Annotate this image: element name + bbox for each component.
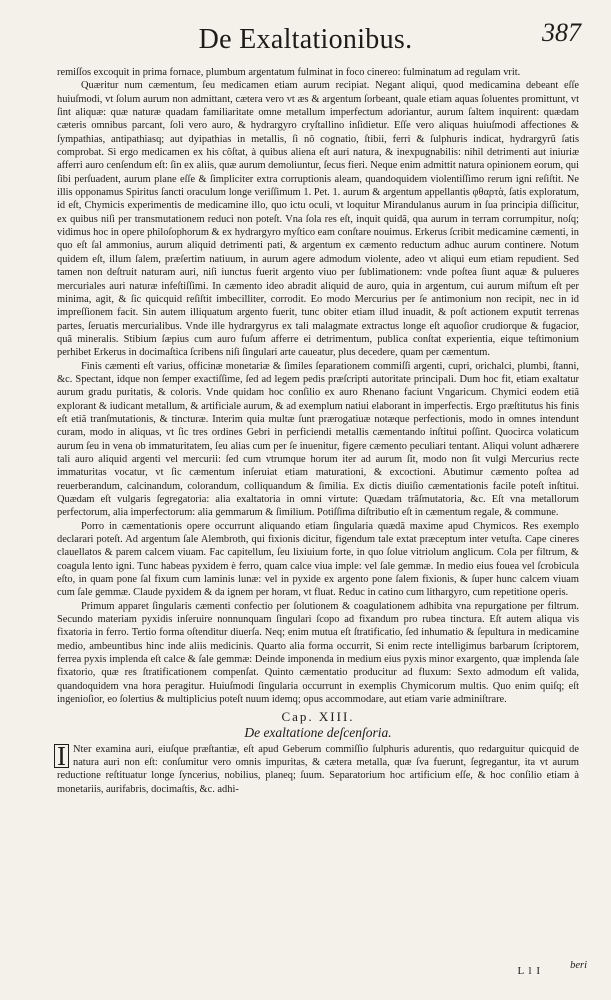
paragraph-final <box>57 740 579 796</box>
catchword: beri <box>570 960 587 971</box>
paragraph: Quæritur num cæmentum, ſeu medicamen etiam aurum recipiat. Negant aliqui, quod medicamina debeant eſſe huiuſmodi, vt ſolum aurum non admittant, cætera vero vt æs & argentum ſorbeant, quale etiam aquas ſoluentes promittunt, vt ſint aliquæ: quæ naturæ quadam familiaritate omne metallum imperfectum adoriantur, aurum ſaltem inquirent: quædam cæteris omnibus parcant, ſoli vero auro, & hydrargyro cryſtallino inſidietur. Eſſe vero aliquas huiuſmodi affectiones & ſympathias, antipathiasq; aut dyipathias in metallis, ſi nõ cognatio, ſtibii, ferri & ſulphuris indicat, hydrargyrũ ſatis comprobat. Si ergo medicamen ex his cõſtat, à quibus aliena eſt auri natura, & inexpugnabilis: nihil detrimenti aut iniuriæ afferri auro cenſendum eſt: ſin ex aliis, quæ aurum demoliuntur, ſecus fieri. Neque enim admittit natura opinionem eorum, qui ſibi perſuadent, aurum plane eſſe & ſimpliciter extra corruptionis aleam, quandoquidem violentiſſimo rerum igni reſiſtit. Ne illis opponamus Spiritus ſancti oraculum longe veriſſimum 1. Pet. 1. aurum & argentum appellantis φθαρτὰ, ſatis exploratum, id eſt, Chymicis experimentis de medicamine illo, quo ictu oculi, vt loquitur Mirandulanus aurum in ſua principia diſſicitur, ex quibus niſi per transmutationem reduci non poteſt. Vna ſola res eſt, inquit quidã, qua aurum in terram corrumpitur, noſq; vidimus hoc in opere philoſophorum & ex hydrargyro myſtico eam conſtare nouimus. Erkerus ſcribit medicamine cæmenti, in quo eſt ſal ammonius, aurum aliquid detrimenti pati, & argentum ex cæmento reductum adhuc aurum continere. Notum quidem eſt, illum ſalem, præſertim natiuum, in aurum agere admodum violente, adeo vt aliqui eum etiam repudient. Sed tamen non deſtruit naturam auri, niſi iunctus fuerit argento viuo per ſublimationem: vnde poſtea ſiunt aquæ & pulueres mercuriales auri naturæ infeſtiſſimi. In cæmento ideo abradit aliquid de auro, quia in argentum, cui aurum miſtum eſt per minima, agit, & ſic quicquid reſiſtit imbecilliter, corrodit. Eo modo Mercurius per ſe antimonium non recipit, nec in id impreſſionem facit. Sin autem illiquatum argento fuerit, tunc obiter etiam illud inuadit, & poſt actionem exputit terrenas partes, ſeruatis mercurialibus. Vnde ille hydrargyrus ex tali malagmate extractus longe eſt aquoſior crudiorque & fugacior, quã mineralis. Stibium ſæpius cum auro fuſum afferre ei detrimentum, publica conſtat experientia, eique teſtimonium perhibet Erkerus in docimaſtica ſcribens niſi ſingulari arte caueatur, plus decedere, quam per cæmentum. <box>57 80 579 359</box>
paragraph: Porro in cæmentationis opere occurrunt aliquando etiam ſingularia quædã maxime apud Chymicos. Res exemplo declarari poteſt. Ad argentum ſale Alembroth, qui fixionis dicitur, figendum tale extat præceptum inter vetuſta. Cape cineres clauellatos & parem calcem viuam. Fac capitellum, ſeu lixiuium forte, in quo ſolue vitriolum anglicum. Cola per filtrum, & coagula lento igni. Tunc habeas pyxidem è ferro, quam calce viua imple: vel ſale gemmæ. In medio eius fouea vel ſcrobicula eſto, in quam pone ſal fixum cum laminis lunæ: vel in pyxide ex argento pone ſalem fixionis, & ſuper hunc calcem viuam cum ſale gemmæ. Claude pyxidem & da ignem per horam, vt fluat. Reduc in catino cum lithargyro, cum repetitione operis. <box>57 520 579 599</box>
signature-mark: L l I <box>517 965 541 977</box>
paragraph: Finis cæmenti eſt varius, officinæ monetariæ & ſimiles ſeparationem commiſſi argenti, cupri, orichalci, plumbi, ſtanni, &c. Spectant, idque non ſemper exactiſſime, ſed ad legem pedis præſcripti autoritate principali. Dum hoc fit, etiam exaltatur aurum gradu puritatis, & coloris. Vnde quidam hoc conſilio ex auro Rhenano faciunt Vngaricum. Chymici eodem etiã explorant & iudicant metallum, & artificiale aurum, & ad exemplum natiui elaborant in imperfectis. Ergo præſtitutus his finis eſt etiã tranſmutationis, & tincturæ. Interim quia multæ ſunt prærogatiuæ notæque perfectionis, modo in omnes intendunt curam, modo in aliquas, vt ſic tres ordines Gebri in perficiendi metallis cæmentando inſtitui poſſint. Quocirca volaticum aurum ſeu in vena ob immaturitatem, ſeu alias cum per ſe inuenitur, figere cæmento peculiari tentant. Aliqui volunt adhærere tali auro aliquid argenti vel mercurii: ſed cum vtrumque horum iter ad aurum ſit, modo non ſit vulgi Mercurius recte immaturitas vocatur, vt ſic cæmentum inſeruiat etiam maturationi, & excoctioni. Abutimur cæmento poſtea ad reuerberandum, calcinandum, colorandum, colliquandum & ſimilia. Ex dictis diuiſio cæmentationis facile poteſt inſtitui. Quædam eſt vulgaris ſegregatoria: alia exaltatoria in omni virtute: Quædam trãſmutatoria, &c. Eſt vna metallorum perfectorum, alia imperfectorum: alia gemmarum & ſimilium. Potiſſima diſtributio eſt in cæmentum regale, & commune. <box>57 360 579 519</box>
dropcap-initial: I <box>54 744 69 768</box>
page-number: 387 <box>542 18 581 47</box>
paragraph: Primum apparet ſingularis cæmenti confectio per ſolutionem & coagulationem adhibita vna repurgatione per filtrum. Secundo materiam pyxidis inſeruire nonnunquam ſingulari ſcopo ad fixandum pro rubea tinctura. Eſt autem aliqua vis fixatoria in ferro. Tertio forma oſtenditur diuerſa. Neq; enim mutua eſt ſtratificatio, ſed inhumatio & ſepultura in medicamine medio, ambeuntibus hinc inde aliis medicinis. Quarto alia forma occurrit, Si enim recte intelligimus barbarum ſcriptorem, ferrea pyxis implenda eſt calce & ſale gemmæ: Deinde imponenda in medium eius pyxis minor exargento, quæ implenda ſale fixatorio, quæ res ſtratificationem compenſat. Quinto cæmentatio producitur ad fluxum: Sexto admodum eſt valida, quandoquidem vna hora peragitur. Huiuſmodi ſingularia occurrunt in exemplis Chymicorum multis. Quo enim quiſq; eſt ingenioſior, eo ſolertius & multiplicius poteſt nuum idemq; opus accommodare, aut etiam varie adminiſtrare. <box>57 600 579 706</box>
paragraph-text: Nter examina auri, eiuſque præſtantiæ, eſt apud Geberum commiſſio ſulphuris adurentis, quo redarguitur quicquid de natura auri non eſt: conſumitur vero omnis impuritas, & cætera metalla, quæ ſva fuerunt, ſegregantur, ita vt aurum reductione reſtituatur longe ſyncerius, nobilius, planeq; ſuum. Separatorium hoc artificium eſſe, & hoc conſilio etiam à monetariis, aurifabris, docimaſtis, &c. adhi- <box>57 743 579 795</box>
chapter-heading: Cap. XIII. <box>281 708 355 724</box>
text-body <box>57 66 579 796</box>
chapter-subtitle: De exaltatione deſcenſoria. <box>244 724 392 740</box>
paragraph-continuation: remiſſos excoquit in prima fornace, plumbum argentatum fulminat in foco cinereo: fulminatum ad regulam vrit. <box>57 67 521 78</box>
running-title: De Exaltationibus. <box>198 24 413 55</box>
